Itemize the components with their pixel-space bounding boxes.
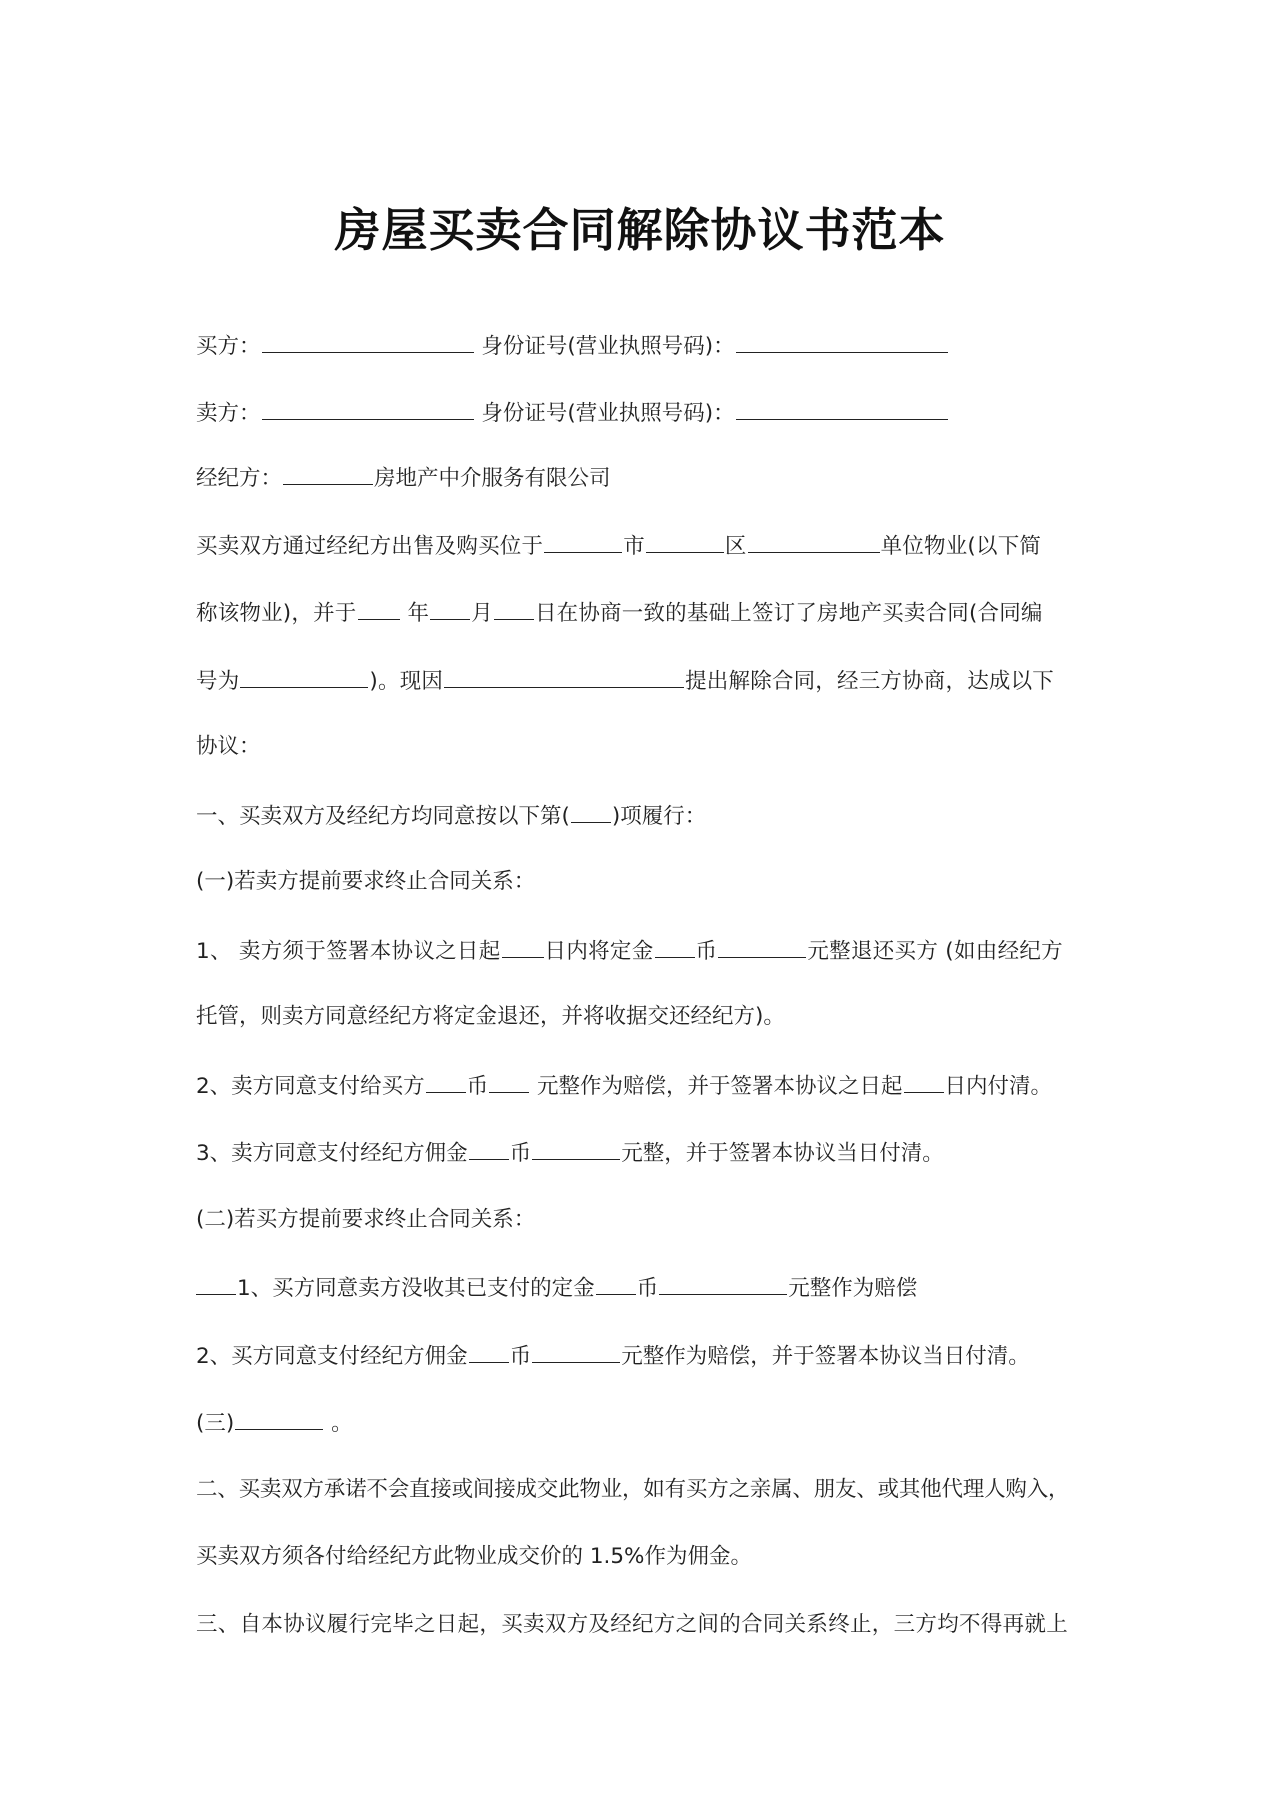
amount-blank[interactable] — [532, 1137, 620, 1160]
clause-2-line-2: 买卖双方须各付给经纪方此物业成交价的 1.5%作为佣金。 — [196, 1544, 752, 1569]
clause-text: 币 — [509, 1141, 532, 1166]
buyer-id-label: 身份证号(营业执照号码)： — [481, 334, 735, 359]
intro-line-4: 协议： — [196, 734, 261, 759]
days-blank[interactable] — [502, 935, 544, 958]
intro-text: 称该物业)，并于 — [196, 601, 357, 626]
clause-text: 3、卖方同意支付经纪方佣金 — [196, 1141, 468, 1166]
month-blank[interactable] — [430, 597, 470, 620]
section-3 — [196, 1407, 1096, 1439]
unit-blank[interactable] — [748, 530, 880, 553]
clause-text: 2、卖方同意支付给买方 — [196, 1074, 425, 1099]
agent-company: 房地产中介服务有限公司 — [374, 466, 611, 491]
other-terms-blank[interactable] — [235, 1407, 323, 1430]
clause-2-line-1: 二、买卖双方承诺不会直接或间接成交此物业，如有买方之亲属、朋友、或其他代理人购入， — [196, 1477, 1070, 1502]
clause-text: 元整作为赔偿，并于签署本协议之日起 — [530, 1074, 903, 1099]
intro-line-2 — [196, 597, 1096, 629]
buyer-name-blank[interactable] — [262, 330, 474, 353]
seller-id-label: 身份证号(营业执照号码)： — [481, 401, 735, 426]
currency-blank[interactable] — [469, 1340, 509, 1363]
intro-text: 日在协商一致的基础上签订了房地产买卖合同(合同编 — [534, 601, 1043, 626]
clause-text: 元整作为赔偿，并于签署本协议当日付清。 — [621, 1344, 1030, 1369]
clause-text: 币 — [695, 939, 718, 964]
clause-text: (三) — [196, 1411, 235, 1436]
intro-text: 区 — [724, 534, 747, 559]
intro-line-1 — [196, 530, 1096, 562]
clause-3-line-1: 三、自本协议履行完毕之日起，买卖双方及经纪方之间的合同关系终止，三方均不得再就上 — [196, 1612, 1069, 1637]
currency-blank[interactable] — [469, 1137, 509, 1160]
seller-name-blank[interactable] — [262, 397, 474, 420]
amount-blank[interactable] — [718, 935, 806, 958]
intro-text: 买卖双方通过经纪方出售及购买位于 — [196, 534, 544, 559]
day-blank[interactable] — [494, 597, 534, 620]
currency-blank[interactable] — [426, 1070, 466, 1093]
amount-blank[interactable] — [532, 1340, 620, 1363]
days-blank[interactable] — [904, 1070, 944, 1093]
clause-1 — [196, 800, 1096, 832]
section-1-heading: (一)若卖方提前要求终止合同关系： — [196, 869, 536, 894]
agent-label: 经纪方： — [196, 466, 283, 491]
clause-text: 一、买卖双方及经纪方均同意按以下第( — [196, 804, 570, 829]
buyer-label: 买方： — [196, 334, 261, 359]
section-1-item-1-cont: 托管，则卖方同意经纪方将定金退还，并将收据交还经纪方)。 — [196, 1004, 785, 1029]
clause-text: 日内将定金 — [544, 939, 654, 964]
intro-text: 单位物业(以下简 — [880, 534, 1042, 559]
intro-text: 年 — [400, 601, 430, 626]
agent-line — [196, 462, 1096, 494]
amount-blank[interactable] — [659, 1272, 787, 1295]
seller-id-blank[interactable] — [736, 397, 948, 420]
seller-label: 卖方： — [196, 401, 261, 426]
section-2-item-1 — [196, 1272, 1096, 1304]
intro-text: 市 — [623, 534, 645, 559]
seller-line — [196, 397, 1096, 429]
intro-text: )。现因 — [369, 669, 444, 694]
buyer-line — [196, 330, 1096, 362]
contract-number-blank[interactable] — [240, 665, 368, 688]
intro-text: 号为 — [196, 669, 240, 694]
document-title: 房屋买卖合同解除协议书范本 — [334, 203, 946, 257]
clause-text: 1、 卖方须于签署本协议之日起 — [196, 939, 501, 964]
clause-text: 元整，并于签署本协议当日付清。 — [621, 1141, 944, 1166]
prefix-blank[interactable] — [196, 1272, 236, 1295]
clause-text: 。 — [324, 1411, 353, 1436]
district-blank[interactable] — [646, 530, 724, 553]
section-2-item-2 — [196, 1340, 1096, 1372]
clause-text: 2、买方同意支付经纪方佣金 — [196, 1344, 468, 1369]
currency-blank[interactable] — [655, 935, 695, 958]
city-blank[interactable] — [544, 530, 622, 553]
section-1-item-1 — [196, 935, 1096, 967]
year-blank[interactable] — [358, 597, 400, 620]
clause-text: 日内付清。 — [944, 1074, 1053, 1099]
clause-text: 元整作为赔偿 — [788, 1276, 918, 1301]
clause-text: )项履行： — [611, 804, 707, 829]
clause-text: 币 — [466, 1074, 489, 1099]
agent-name-blank[interactable] — [283, 462, 373, 485]
currency-blank[interactable] — [596, 1272, 636, 1295]
reason-blank[interactable] — [444, 665, 684, 688]
intro-text: 月 — [471, 601, 493, 626]
clause-text: 1、买方同意卖方没收其已支付的定金 — [237, 1276, 595, 1301]
intro-text: 提出解除合同，经三方协商，达成以下 — [685, 669, 1055, 694]
clause-text: 元整退还买方 (如由经纪方 — [807, 939, 1063, 964]
amount-blank[interactable] — [489, 1070, 529, 1093]
section-1-item-2 — [196, 1070, 1096, 1102]
clause-text: 币 — [636, 1276, 659, 1301]
buyer-id-blank[interactable] — [736, 330, 948, 353]
clause-text: 币 — [509, 1344, 532, 1369]
section-2-heading: (二)若买方提前要求终止合同关系： — [196, 1207, 536, 1232]
section-1-item-3 — [196, 1137, 1096, 1169]
option-blank[interactable] — [571, 800, 611, 823]
intro-line-3 — [196, 665, 1096, 697]
